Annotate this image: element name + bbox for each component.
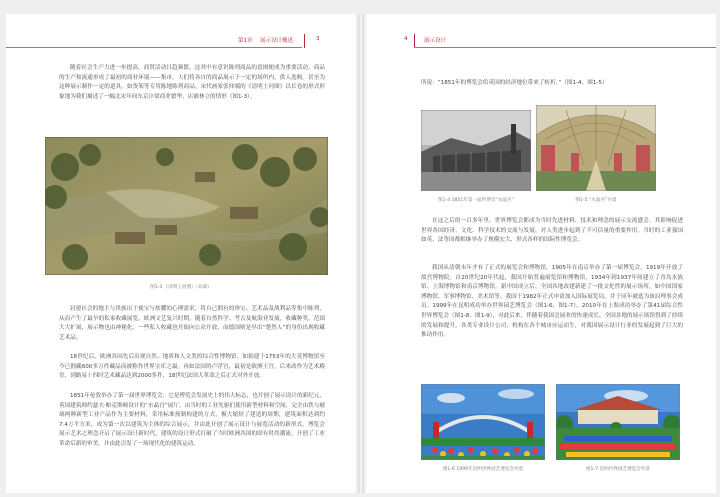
- figure-caption: 图1-3 《清明上河图》（局部）: [150, 285, 212, 290]
- figure-caption: 图1-5 “水晶宫”内景: [575, 198, 617, 203]
- page-number: 3: [316, 36, 320, 42]
- paragraph: 我国从清朝末年才有了正式的展览会和博物馆，1905年在南京举办了第一届博览会，1919年开放了故宫博物院。自20世纪20年代起，我国开始普遍展览馆和博物馆，1934年到1937年间建立了青岛水族馆、上海博物馆和南京博物馆。新中国成立后，全国各地改建新建了一批文化性的展示场所，如中国国家博物馆、军事博物馆、美术馆等。我国于1982年正式申请加入国际展览局，并于同年被选为该局理事会成员。1999年在昆明成功举办世界园艺博览会（图1-6、图1-7），2010年在上海成功举办了第41届综合性世界博览会（图1-8、图1-9），对此后来，伴随着我国会展业的快速成长，全国各地的展示场馆得到了持续的发展和提升。各类专业设计公司、机构在各个城市应运而生，对我国展示设计行业的发展起到了巨大的推动作用。: [421, 265, 683, 339]
- header-divider: [414, 34, 415, 48]
- crystal-palace-interior-image: [536, 105, 656, 191]
- chapter-label: 第1章: [238, 38, 253, 44]
- expo-gate-image: [421, 384, 545, 460]
- book-title: 展示设计: [424, 38, 447, 44]
- header-rule: [6, 47, 302, 48]
- figure-caption: 图1-4 1851年第一届世博会“水晶宫”: [438, 198, 514, 203]
- intro-line: 所说：“1851年的博览会给英国的经济地位带来了转折。”（图1-4、图1-5）: [421, 80, 608, 86]
- right-page: [366, 14, 716, 493]
- crystal-palace-exterior-image: [421, 110, 531, 191]
- paragraph: 在这之后的一百多年里，世界博览会都成为当时先进材料、技术和理念的展示交流盛会。其影响促进世界各国经济、文化、科学技术的交流与发展，对人类进步起到了不可估量的重要作用。当时的工业强国如英、法等国都相继举办了规模宏大、形式各样的国际性博览会。: [421, 218, 683, 244]
- header-rule: [414, 47, 716, 48]
- left-page: [6, 14, 356, 493]
- paragraph: 1851年伦敦举办了第一届世界博览会，它是博览会发展史上的伟大标志，也开创了展示设计的新纪元，英国建筑师约瑟夫·帕克斯顿设计的“水晶宫”展厅，由当时的工业先驱们使用新型材料和空间，完全由铁与玻璃两种新型工业产品作为主要材料，采用标准预制构建的方式，极大缩短了建造的周期，建筑面积达到约7.4万平方米，成为第一次以建筑为主体的综合展示，并由此开创了展示设计与展览活动的新形式。博览会展示艺术之理念开启了展示设计新时代，建筑的设计形式打破了当时欧洲各国的固有时尚潮流，开创了工业革命后新的审美，并由此引发了一场现代化的建筑运动。: [59, 393, 325, 447]
- expo-garden-image: [556, 384, 680, 460]
- chapter-title: 展示设计概述: [260, 38, 294, 44]
- paragraph: 随着社会生产力进一步提高，商贸活动日趋频繁，这其中有意识陈列商品的意图便成为重要活动。商品的生产和流通形成了最初的商业环境——集市。人们将各自的商品展示于一定的场所内，供人选购。甚至为这种展示制作一定的道具。如货架等专用陈地陈列商品。宋代画家张择端的《清明上河图》以长卷的形式形象地为我们描述了一幅北宋年间东京汴梁商业繁华、店铺林立的情形（图1-3）。: [59, 65, 325, 100]
- qingming-scroll-image: [45, 137, 328, 275]
- paragraph: 18世纪后，欧洲各国先后出现自然、地质和人文类的综合性博物馆。如始建于1753年的大英博物馆至今已拥藏600多万件藏品而被称作世界宝库之最。再如法国的卢浮宫，最初是欧洲王宫，后来改作为艺术殿堂，到路易十四时艺术藏品达到2000多件，18世纪法国大革命之后正式对外开放。: [59, 354, 325, 380]
- figure-caption: 图1-6 1999年昆明世界园艺博览会外景: [442, 467, 524, 472]
- figure-caption: 图1-7 昆明世界园艺博览会外景: [585, 467, 651, 472]
- header-divider: [304, 34, 305, 48]
- book-spine: [358, 14, 364, 493]
- page-number: 4: [404, 36, 408, 42]
- paragraph: 封建社会的地主与贵族出于视宝与炫耀的心理需求，将自己拥有的珍宝、艺术品及战利品等集中陈列，从而产生了最早的私家收藏展览。欧洲文艺复兴时期，随着自然科学、考古及航海业发展，收藏种类、范围大大扩展，展示物也由神秘化、一些私人收藏也开始向公众开放，而德国则是早出“楚然人”的身份出现收藏艺术品。: [59, 306, 325, 341]
